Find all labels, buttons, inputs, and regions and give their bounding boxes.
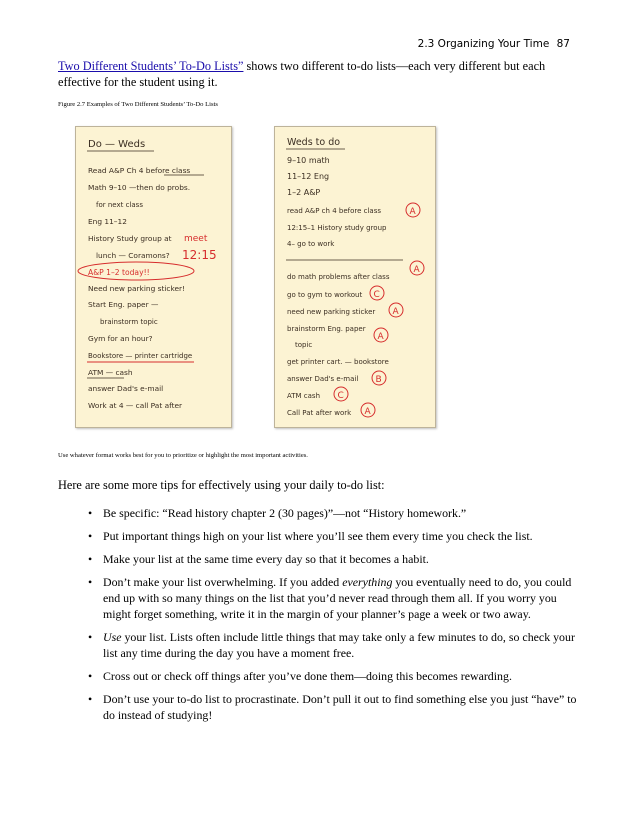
list-item (88, 691, 578, 723)
left-annotation-meet: meet (184, 234, 208, 244)
right-line-6: 4– go to work (287, 240, 335, 248)
section-title: 2.3 Organizing Your Time (417, 38, 550, 50)
image-caption: Use whatever format works best for you to prioritize or highlight the most important activities. (58, 452, 308, 459)
right-line-2: 11–12 Eng (287, 172, 330, 181)
left-annotation-time: 12:15 (182, 248, 217, 262)
right-line-7: do math problems after class (287, 273, 390, 281)
tip-emphasis: everything (342, 575, 393, 589)
right-mark-4: A (392, 307, 399, 317)
left-line-15: Work at 4 — call Pat after (88, 401, 183, 410)
right-line-4: read A&P ch 4 before class (287, 207, 382, 215)
list-item (88, 629, 578, 661)
figure-caption: Figure 2.7 Examples of Two Different Students’ To-Do Lists (58, 101, 218, 108)
running-header (418, 38, 570, 50)
tip-text: Cross out or check off things after you’ve done them—doing this becomes rewarding. (103, 669, 512, 683)
intro-paragraph (58, 58, 578, 90)
right-line-10: brainstorm Eng. paper (287, 325, 366, 333)
right-note-title: Weds to do (287, 137, 341, 148)
left-line-1: Read A&P Ch 4 before class (88, 166, 191, 175)
right-mark-5: A (377, 332, 384, 342)
right-mark-8: A (364, 407, 371, 417)
right-line-5: 12:15–1 History study group (287, 224, 387, 232)
page-number: 87 (556, 38, 570, 50)
right-line-14: ATM cash (287, 392, 321, 400)
right-line-9: need new parking sticker (287, 308, 376, 316)
figure-link[interactable]: Two Different Students’ To-Do Lists” (58, 59, 244, 73)
tip-text: Don’t make your list overwhelming. If you added (103, 575, 343, 589)
left-line-13: ATM — cash (88, 368, 133, 377)
list-item (88, 574, 578, 622)
left-line-10: brainstorm topic (100, 318, 158, 326)
left-line-9: Start Eng. paper — (88, 300, 159, 309)
right-todo-note (274, 126, 436, 428)
list-item (88, 505, 578, 521)
right-mark-1: A (409, 207, 416, 217)
left-line-3: for next class (96, 201, 143, 209)
tip-text: you eventually need to do, you could end up with so many things on the list that you’d never read through them all. If you worry you might forget something, write it in the margin of your planner’s page a week or two away. (103, 575, 572, 621)
left-line-14: answer Dad's e-mail (88, 384, 164, 393)
left-line-5: History Study group at (88, 234, 172, 243)
right-line-12: get printer cart. — bookstore (287, 358, 389, 366)
right-mark-2: A (413, 265, 420, 275)
right-mark-7: C (337, 391, 344, 401)
left-line-6: lunch — Coramons? (96, 251, 170, 260)
tip-text: Be specific: “Read history chapter 2 (30 pages)”—not “History homework.” (103, 506, 467, 520)
left-note-drawing (76, 127, 231, 427)
right-mark-6: B (375, 375, 382, 385)
tip-text: Don’t use your to-do list to procrastinate. Don’t pull it out to find something else you just “have” to do instead of studying! (103, 692, 577, 722)
tips-intro: Here are some more tips for effectively using your daily to-do list: (58, 478, 385, 492)
tip-emphasis: Use (103, 630, 122, 644)
tip-text: Make your list at the same time every day so that it becomes a habit. (103, 552, 429, 566)
right-line-13: answer Dad's e-mail (287, 375, 359, 383)
tips-list (88, 505, 578, 730)
right-line-1: 9–10 math (287, 156, 330, 165)
list-item (88, 551, 578, 567)
left-todo-note (75, 126, 232, 428)
right-line-11: topic (295, 341, 313, 349)
left-line-7: A&P 1–2 today!! (88, 268, 150, 277)
left-note-title: Do — Weds (88, 139, 146, 150)
list-item (88, 668, 578, 684)
tip-text: your list. Lists often include little things that may take only a few minutes to do, so check your list any time during the day you have a moment free. (103, 630, 575, 660)
tip-text: Put important things high on your list where you’ll see them every time you check the list. (103, 529, 533, 543)
right-line-15: Call Pat after work (287, 409, 352, 417)
left-line-12: Bookstore — printer cartridge (88, 352, 193, 360)
left-line-2: Math 9–10 —then do probs. (88, 183, 191, 192)
right-line-8: go to gym to workout (287, 291, 363, 299)
right-mark-3: C (373, 290, 380, 300)
right-note-drawing (275, 127, 435, 427)
left-line-4: Eng 11–12 (88, 217, 127, 226)
list-item (88, 528, 578, 544)
right-line-3: 1–2 A&P (287, 188, 321, 197)
left-line-8: Need new parking sticker! (88, 284, 186, 293)
left-line-11: Gym for an hour? (88, 334, 153, 343)
intro-text: shows two different to-do lists—each very different but each effective for the student using it. (58, 59, 546, 89)
